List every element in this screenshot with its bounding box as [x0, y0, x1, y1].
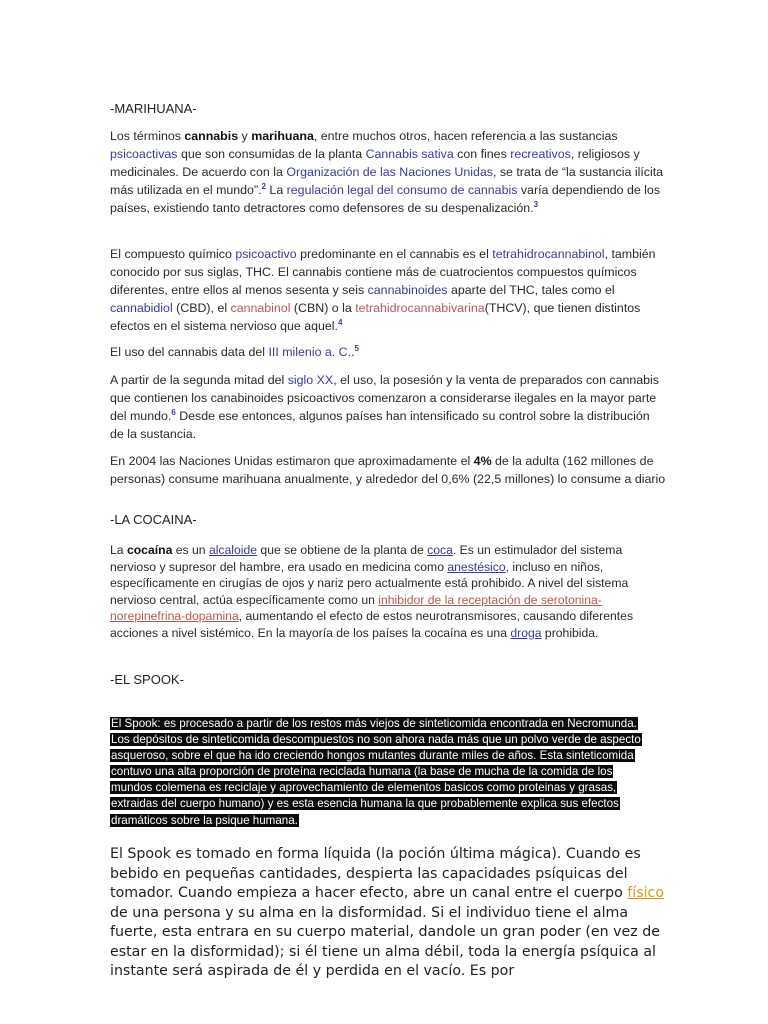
paragraph-marihuana-chemistry [110, 245, 666, 335]
text: La [265, 183, 287, 197]
text: , religiosos y medicinales. De acuerdo con la [110, 147, 640, 179]
text: de la adulta (162 millones de personas) consume marihuana anualmente, y alrededor del 0,6% (22,5 millones) lo consume a diario [110, 454, 666, 486]
link-cannabinoides[interactable]: cannabinoides [367, 283, 448, 297]
text: aparte del THC, tales como el [447, 283, 615, 297]
footnote-5[interactable]: 5 [354, 343, 359, 353]
value-percentage: 4% [473, 454, 492, 468]
link-droga[interactable]: droga [510, 625, 542, 640]
text: , se trata de “la sustancia ilícita más utilizada en el mundo”. [110, 165, 664, 197]
link-inhibidor-receptacion[interactable]: inhibidor de la receptación de serotonina-norepinefrina-dopamina [110, 592, 602, 623]
link-tetrahidrocannabivarina[interactable]: tetrahidrocannabivarina [355, 301, 485, 315]
text: El compuesto químico [110, 247, 236, 261]
link-tetrahidrocannabinol[interactable]: tetrahidrocannabinol [492, 247, 605, 261]
section-title-cocaina: -LA COCAINA- [110, 512, 197, 527]
section-title-marihuana: -MARIHUANA- [110, 101, 197, 116]
link-recreativos[interactable]: recreativos [510, 147, 571, 161]
paragraph-marihuana-intro [110, 127, 666, 217]
link-cannabis-sativa[interactable]: Cannabis sativa [365, 147, 454, 161]
link-coca[interactable]: coca [427, 543, 453, 557]
text: (CBD), el [172, 301, 231, 315]
link-iii-milenio[interactable]: III milenio a. C. [268, 345, 352, 359]
link-onu[interactable]: Organización de las Naciones Unidas [286, 165, 493, 179]
text: (THCV), que tienen distintos efectos en el sistema nervioso que aquel. [110, 301, 641, 333]
footnote-4[interactable]: 4 [338, 317, 343, 327]
link-anestesico[interactable]: anestésico [447, 559, 506, 574]
term-marihuana: marihuana [251, 129, 314, 143]
text: con fines [453, 147, 511, 161]
section-title-spook: -EL SPOOK- [110, 672, 184, 687]
text: El uso del cannabis data del [110, 345, 269, 359]
text: . [351, 345, 355, 359]
paragraph-spook-effects [110, 845, 665, 982]
footnote-2[interactable]: 2 [261, 181, 266, 191]
paragraph-marihuana-statistics [110, 452, 666, 488]
text: , incluso en niños, específicamente en cirugías de ojos y nariz pero actualmente está prohibido. A nivel del sistema nervioso central, actúa específicamente como un [110, 559, 629, 607]
text: , también conocido por sus siglas, THC. El cannabis contiene más de cuatrocientos compuestos químicos diferentes, entre ellos al menos sesenta y seis [110, 247, 656, 297]
text: que son consumidas de la planta [177, 147, 366, 161]
text: . Es un estimulador del sistema nervioso y supresor del hambre, era usado en medicina como [110, 543, 623, 574]
text: Desde ese entonces, algunos países han intensificado su control sobre la distribución de la sustancia. [110, 409, 650, 441]
term-cocaina: cocaína [126, 543, 173, 557]
link-alcaloide[interactable]: alcaloide [208, 543, 258, 557]
text: predominante en el cannabis es el [296, 247, 493, 261]
text: La [110, 543, 127, 557]
text: es un [172, 543, 209, 557]
link-cannabinol[interactable]: cannabinol [230, 301, 291, 315]
highlighted-text: El Spook: es procesado a partir de los restos más viejos de sinteticomida encontrada en Necromunda. Los depósitos de sinteticomida descompuestos no son ahora nada más que un polvo verde de aspecto asqueroso, sobre el que ha ido creciendo hongos mutantes durante miles de años. Esta sinteticomida contuvo una alta proporción de proteína reciclada humana (la base de mucha de la comida de los mundos colemena es reciclaje y aprovechamiento de elementos basicos como proteinas y grasas, extraidas del cuerpo humano) y es esta esencia humana la que probablemente explica sus efectos dramáticos sobre la psique humana. [111, 717, 641, 827]
link-psicoactivas[interactable]: psicoactivas [110, 147, 178, 161]
text: , entre muchos otros, hacen referencia a las sustancias [313, 129, 618, 143]
text: En 2004 las Naciones Unidas estimaron que aproximadamente el [110, 454, 474, 468]
text: , el uso, la posesión y la venta de preparados con cannabis que contienen los canabinoides psicoactivos comenzaron a considerarse ilegales en la mayor parte del mundo. [110, 373, 659, 423]
paragraph-marihuana-history [110, 343, 666, 361]
footnote-6[interactable]: 6 [171, 407, 176, 417]
text: varía dependiendo de los países, existiendo tanto detractores como defensores de su despenalización. [110, 183, 661, 215]
highlighted-paragraph-spook [110, 716, 652, 829]
link-siglo-xx[interactable]: siglo XX [287, 373, 334, 387]
text: Los términos [110, 129, 185, 143]
paragraph-cocaina [110, 542, 666, 641]
text: A partir de la segunda mitad del [110, 373, 288, 387]
text: (CBN) o la [290, 301, 356, 315]
link-fisico[interactable]: físico [627, 885, 665, 901]
text: y [238, 129, 252, 143]
text: , aumentando el efecto de estos neurotransmisores, causando diferentes acciones a nivel sistémico. En la mayoría de los países la cocaína es una [110, 609, 634, 640]
text: que se obtiene de la planta de [257, 543, 428, 557]
link-cannabidiol[interactable]: cannabidiol [110, 301, 173, 315]
text: de una persona y su alma en la disformidad. Si el individuo tiene el alma fuerte, esta entrara en su cuerpo material, dandole un gran poder (en vez de estar en la disformidad); si él tiene un alma débil, toda la energía psíquica al instante será aspirada de él y perdida en el vacío. Es por [110, 904, 660, 979]
link-regulacion-legal[interactable]: regulación legal del consumo de cannabis [286, 183, 518, 197]
footnote-3[interactable]: 3 [533, 199, 539, 209]
text: El Spook es tomado en forma líquida (la poción última mágica). Cuando es bebido en pequeñas cantidades, despierta las capacidades psíquicas del tomador. Cuando empieza a hacer efecto, abre un canal entre el cuerpo [110, 846, 641, 901]
link-psicoactivo[interactable]: psicoactivo [235, 247, 297, 261]
text: prohibida. [541, 625, 599, 640]
paragraph-marihuana-legal [110, 371, 666, 443]
term-cannabis: cannabis [184, 129, 239, 143]
